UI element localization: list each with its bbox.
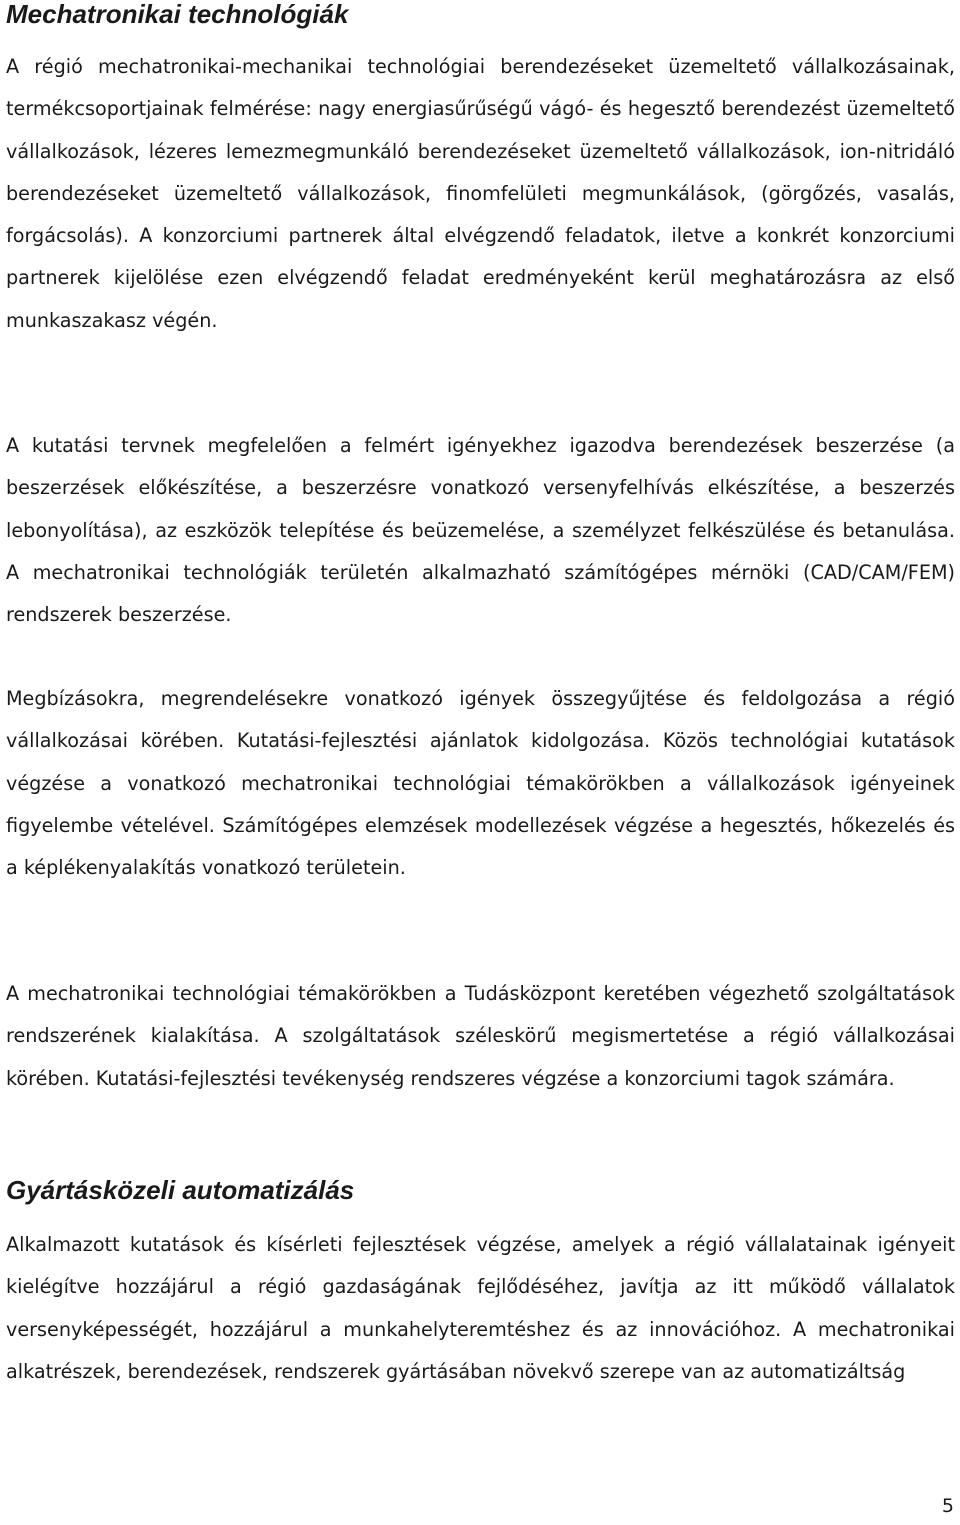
section-heading-mechatronics: Mechatronikai technológiák (6, 0, 349, 29)
paragraph-services: A mechatronikai technológiai témakörökben a Tudásközpont keretében végezhető szolgáltatások rendszerének kialakítása. A szolgáltatások széleskörű megismertetése a régió vállalkozásai körében. Kutatási-fejlesztési tevékenység rendszeres végzése a konzorciumi tagok számára. (6, 982, 955, 1090)
paragraph-procurement: A kutatási tervnek megfelelően a felmért igényekhez igazodva berendezések beszerzése (a beszerzések előkészítése, a beszerzésre vonatkozó versenyfelhívás elkészítése, a beszerzés lebonyolítása), az eszközök telepítése és beüzemelése, a személyzet felkészülése és betanulása. A mechatronikai technológiák területén alkalmazható számítógépes mérnöki (CAD/CAM/FEM) rendszerek beszerzése. (6, 434, 955, 627)
page-number: 5 (941, 1495, 954, 1517)
paragraph-applied-research: Alkalmazott kutatások és kísérleti fejlesztések végzése, amelyek a régió vállalatainak igényeit kielégítve hozzájárul a régió gazdaságának fejlődéséhez, javítja az itt működő vállalatok versenyképességét, hozzájárul a munkahelyteremtéshez és az innovációhoz. A mechatronikai alkatrészek, berendezések, rendszerek gyártásában növekvő szerepe van az automatizáltság (6, 1233, 955, 1383)
paragraph-survey: A régió mechatronikai-mechanikai technológiai berendezéseket üzemeltető vállalkozásainak, termékcsoportjainak felmérése: nagy energiasűrűségű vágó- és hegesztő berendezést üzemeltető vállalkozások, lézeres lemezmegmunkáló berendezéseket üzemeltető vállalkozások, ion-nitridáló berendezéseket üzemeltető vállalkozások, finomfelületi megmunkálások, (görgőzés, vasalás, forgácsolás). A konzorciumi partnerek által elvégzendő feladatok, iletve a konkrét konzorciumi partnerek kijelölése ezen elvégzendő feladat eredményeként kerül meghatározásra az első munkaszakasz végén. (6, 55, 955, 332)
paragraph-orders: Megbízásokra, megrendelésekre vonatkozó igények összegyűjtése és feldolgozása a régió vállalkozásai körében. Kutatási-fejlesztési ajánlatok kidolgozása. Közös technológiai kutatások végzése a vonatkozó mechatronikai technológiai témakörökben a vállalkozások igényeinek figyelembe vételével. Számítógépes elemzések modellezések végzése a hegesztés, hőkezelés és a képlékenyalakítás vonatkozó területein. (6, 687, 955, 880)
section-heading-automation: Gyártásközeli automatizálás (6, 1175, 355, 1205)
